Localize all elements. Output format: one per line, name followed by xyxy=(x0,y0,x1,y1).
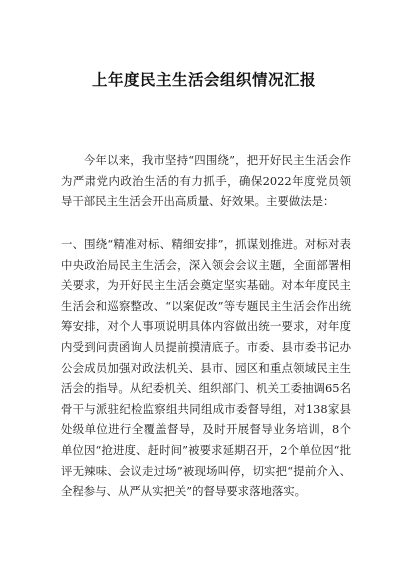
document-title: 上年度民主生活会组织情况汇报 xyxy=(91,71,316,89)
section-one-paragraph: 一、围绕“精准对标、精细安排”，抓谋划推进。对标对表中央政治局民主生活会，深入领会会议主题，全面部署相关要求，为开好民主生活会奠定坚实基础。对本年度民主生活会和巡察整改、“以案促改”等专题民主生活会作出统筹安排，对个人事项说明具体内容做出统一要求，对年度内受到问责函询人员提前摸清底子。市委、县市委书记办公会成员加强对政法机关、县市、园区和重点领域民主生活会的指导。从纪委机关、组织部门、机关工委抽调65名骨干与派驻纪检监察组共同组成市委督导组，对138家县处级单位进行全覆盖督导，及时开展督导业务培训，8个单位因“抢进度、赶时间”被要求延期召开，2个单位因“批评无辣味、会议走过场”被现场叫停，切实把“提前介入、全程参与、从严从实把关”的督导要求落地落实。 xyxy=(61,237,351,499)
intro-paragraph: 今年以来，我市坚持“四围绕”，把开好民主生活会作为严肃党内政治生活的有力抓手，确保2022年度党员领导干部民主生活会开出高质量、好效果。主要做法是： xyxy=(61,153,351,209)
